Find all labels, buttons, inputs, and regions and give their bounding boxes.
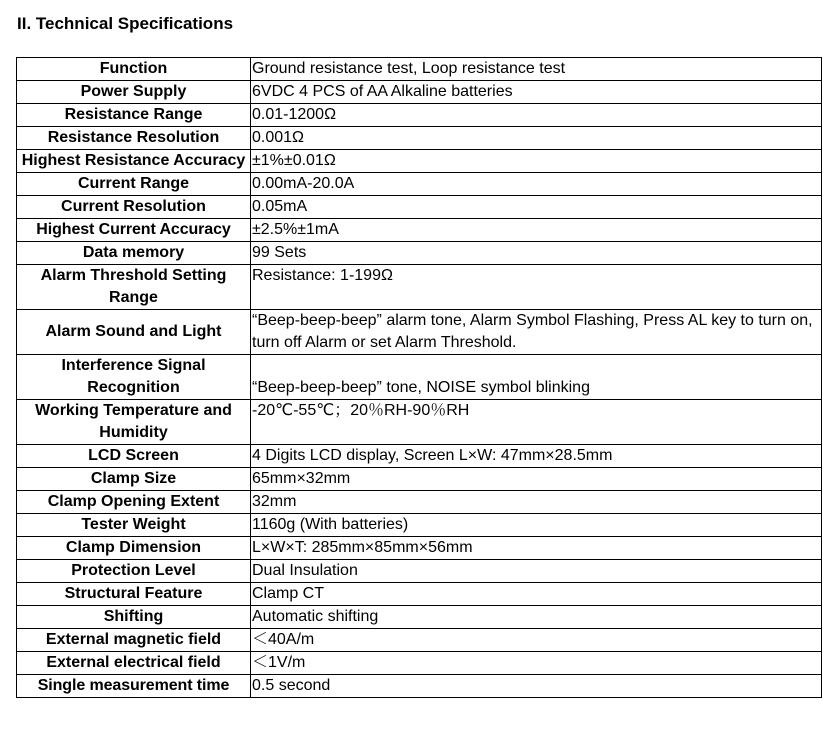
spec-label-external-electrical-field: External electrical field (17, 652, 251, 675)
spec-label-function: Function (17, 58, 251, 81)
spec-value-lcd-screen: 4 Digits LCD display, Screen L×W: 47mm×28.5mm (251, 445, 822, 468)
table-row (17, 560, 822, 583)
spec-label-structural-feature: Structural Feature (17, 583, 251, 606)
table-row (17, 514, 822, 537)
table-row (17, 265, 822, 310)
table-row (17, 219, 822, 242)
table-row (17, 81, 822, 104)
spec-value-highest-current-accuracy: ±2.5%±1mA (251, 219, 822, 242)
table-row (17, 104, 822, 127)
spec-label-data-memory: Data memory (17, 242, 251, 265)
spec-label-clamp-dimension: Clamp Dimension (17, 537, 251, 560)
table-row (17, 652, 822, 675)
table-row (17, 127, 822, 150)
table-row (17, 355, 822, 400)
table-row (17, 675, 822, 698)
spec-value-protection-level: Dual Insulation (251, 560, 822, 583)
spec-label-alarm-sound-and-light: Alarm Sound and Light (17, 310, 251, 355)
spec-value-current-resolution: 0.05mA (251, 196, 822, 219)
table-row (17, 445, 822, 468)
spec-label-protection-level: Protection Level (17, 560, 251, 583)
spec-label-lcd-screen: LCD Screen (17, 445, 251, 468)
spec-value-structural-feature: Clamp CT (251, 583, 822, 606)
table-row (17, 150, 822, 173)
table-row (17, 537, 822, 560)
spec-value-power-supply: 6VDC 4 PCS of AA Alkaline batteries (251, 81, 822, 104)
table-row (17, 58, 822, 81)
spec-value-current-range: 0.00mA-20.0A (251, 173, 822, 196)
table-row (17, 400, 822, 445)
spec-label-tester-weight: Tester Weight (17, 514, 251, 537)
spec-value-single-measurement-time: 0.5 second (251, 675, 822, 698)
table-row (17, 196, 822, 219)
spec-value-shifting: Automatic shifting (251, 606, 822, 629)
spec-label-highest-resistance-accuracy: Highest Resistance Accuracy (17, 150, 251, 173)
spec-value-function: Ground resistance test, Loop resistance test (251, 58, 822, 81)
spec-label-clamp-size: Clamp Size (17, 468, 251, 491)
spec-label-clamp-opening-extent: Clamp Opening Extent (17, 491, 251, 514)
spec-value-clamp-size: 65mm×32mm (251, 468, 822, 491)
spec-value-external-magnetic-field: ＜40A/m (251, 629, 822, 652)
spec-label-power-supply: Power Supply (17, 81, 251, 104)
spec-value-data-memory: 99 Sets (251, 242, 822, 265)
table-row (17, 242, 822, 265)
spec-value-resistance-range: 0.01-1200Ω (251, 104, 822, 127)
spec-label-resistance-range: Resistance Range (17, 104, 251, 127)
spec-label-highest-current-accuracy: Highest Current Accuracy (17, 219, 251, 242)
spec-label-current-resolution: Current Resolution (17, 196, 251, 219)
spec-label-working-temperature-and-humidity: Working Temperature and Humidity (17, 400, 251, 445)
table-row (17, 491, 822, 514)
table-row (17, 310, 822, 355)
spec-value-highest-resistance-accuracy: ±1%±0.01Ω (251, 150, 822, 173)
spec-label-shifting: Shifting (17, 606, 251, 629)
spec-value-tester-weight: 1160g (With batteries) (251, 514, 822, 537)
spec-label-interference-signal-recognition: Interference Signal Recognition (17, 355, 251, 400)
section-heading: II. Technical Specifications (17, 14, 234, 33)
table-row (17, 583, 822, 606)
spec-value-clamp-opening-extent: 32mm (251, 491, 822, 514)
spec-value-resistance-resolution: 0.001Ω (251, 127, 822, 150)
spec-value-alarm-sound-and-light: “Beep-beep-beep” alarm tone, Alarm Symbol Flashing, Press AL key to turn on, turn off Alarm or set Alarm Threshold. (251, 310, 822, 355)
table-row (17, 173, 822, 196)
spec-value-interference-signal-recognition: “Beep-beep-beep” tone, NOISE symbol blinking (251, 355, 822, 400)
spec-label-external-magnetic-field: External magnetic field (17, 629, 251, 652)
spec-value-external-electrical-field: ＜1V/m (251, 652, 822, 675)
spec-table (16, 57, 822, 698)
spec-label-current-range: Current Range (17, 173, 251, 196)
spec-label-resistance-resolution: Resistance Resolution (17, 127, 251, 150)
spec-value-working-temperature-and-humidity: -20℃-55℃；20％RH-90％RH (251, 400, 822, 445)
spec-label-single-measurement-time: Single measurement time (17, 675, 251, 698)
spec-value-clamp-dimension: L×W×T: 285mm×85mm×56mm (251, 537, 822, 560)
table-row (17, 468, 822, 491)
spec-label-alarm-threshold-setting-range: Alarm Threshold Setting Range (17, 265, 251, 310)
table-row (17, 606, 822, 629)
table-row (17, 629, 822, 652)
spec-value-alarm-threshold-setting-range: Resistance: 1-199Ω (251, 265, 822, 310)
